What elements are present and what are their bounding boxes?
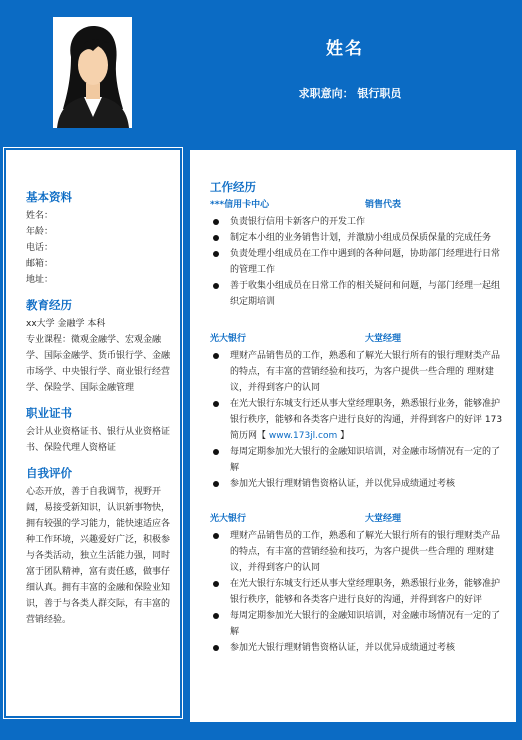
work-company: 光大银行 <box>210 514 247 524</box>
basic-item-email: 邮箱： <box>26 259 54 269</box>
self-eval-text: 心态开放，善于自我调节，视野开阔，易接受新知识，认识新事物快，拥有较强的学习能力，能快速适应各种工作环境，兴趣爱好广泛，积极参与各类活动，独立生活能力强，同时富于团队精神，富有责任感，做事仔细认真。拥有丰富的金融和保险业知识，善于与各类人群交际，有丰富的营销经验。 <box>26 487 171 625</box>
education-section <box>26 298 174 396</box>
basic-info-section <box>26 190 174 288</box>
basic-item-phone: 电话： <box>26 243 54 253</box>
section-title-work: 工作经历 <box>210 180 256 194</box>
bullet-icon <box>213 353 219 359</box>
bullet-icon <box>213 235 219 241</box>
certs-section <box>26 406 174 456</box>
work-experience-1 <box>210 198 508 310</box>
list-item: 理财产品销售员的工作，熟悉和了解光大银行所有的银行理财类产品的特点，有丰富的营销经验和技巧，为客户提供一些合理的 理财建议，并得到客户的认同 <box>210 348 508 396</box>
list-item: 制定本小组的业务销售计划，并激励小组成员保质保量的完成任务 <box>210 230 508 246</box>
list-item: 善于收集小组成员在日常工作的相关疑问和问题，与部门经理一起组织定期培训 <box>210 278 508 310</box>
avatar-icon <box>53 17 132 128</box>
work-position: 大堂经理 <box>365 334 402 344</box>
candidate-name: 姓名 <box>326 39 364 59</box>
work-bullets <box>210 348 508 492</box>
work-company: 光大银行 <box>210 334 247 344</box>
list-item: 负责处理小组成员在工作中遇到的各种问题，协助部门经理进行日常的管理工作 <box>210 246 508 278</box>
right-panel <box>188 148 518 724</box>
work-experience-2 <box>210 332 508 492</box>
bullet-icon <box>213 581 219 587</box>
self-eval-section <box>26 466 174 628</box>
website-link[interactable]: www.173jl.com <box>268 431 338 441</box>
section-title-certs: 职业证书 <box>26 406 72 420</box>
bullet-icon <box>213 449 219 455</box>
certs-text: 会计从业资格证书、银行从业资格证书、保险代理人资格证 <box>26 427 171 453</box>
basic-item-address: 地址： <box>26 275 54 285</box>
job-intention <box>270 85 430 101</box>
bullet-icon <box>213 251 219 257</box>
work-company: ***信用卡中心 <box>210 200 270 210</box>
work-experience-3 <box>210 512 508 656</box>
list-item: 理财产品销售员的工作，熟悉和了解光大银行所有的银行理财类产品的特点，有丰富的营销经验和技巧，为客户提供一些合理的 理财建议，并得到客户的认同 <box>210 528 508 576</box>
list-item: 参加光大银行理财销售资格认证，并以优异成绩通过考核 <box>210 640 508 656</box>
list-item: 每周定期参加光大银行的金融知识培训，对金融市场情况有一定的了解 <box>210 444 508 476</box>
bullet-icon <box>213 401 219 407</box>
header <box>0 0 522 146</box>
bullet-icon <box>213 533 219 539</box>
work-subhead <box>210 198 508 212</box>
list-item: 在光大银行东城支行还从事大堂经理职务，熟悉银行业务，能够准护银行秩序，能够和各类客户进行良好的沟通，并得到客户的好评 173 简历网【 www.173jl.com 】 <box>210 396 508 444</box>
section-title-basic: 基本资料 <box>26 190 72 204</box>
education-courses: 专业课程：微观金融学、宏观金融学、国际金融学、货币银行学、金融市场学、中央银行学、商业银行经营学、保险学、国际金融管理 <box>26 335 171 393</box>
work-position: 大堂经理 <box>365 514 402 524</box>
education-school: xx大学 金融学 本科 <box>26 319 106 329</box>
work-bullets <box>210 214 508 310</box>
profile-photo <box>53 17 132 128</box>
work-subhead <box>210 332 508 346</box>
section-title-education: 教育经历 <box>26 298 72 312</box>
list-item: 每周定期参加光大银行的金融知识培训，对金融市场情况有一定的了解 <box>210 608 508 640</box>
left-panel <box>4 148 182 718</box>
list-item: 参加光大银行理财销售资格认证，并以优异成绩通过考核 <box>210 476 508 492</box>
bullet-icon <box>213 613 219 619</box>
work-subhead <box>210 512 508 526</box>
bullet-icon <box>213 283 219 289</box>
list-item: 负责银行信用卡新客户的开发工作 <box>210 214 508 230</box>
basic-item-name: 姓名： <box>26 211 54 221</box>
job-intention-value: 银行职员 <box>357 87 402 100</box>
work-position: 销售代表 <box>365 200 402 210</box>
list-item: 在光大银行东城支行还从事大堂经理职务，熟悉银行业务，能够准护银行秩序，能够和各类客户进行良好的沟通，并得到客户的好评 <box>210 576 508 608</box>
bullet-icon <box>213 645 219 651</box>
section-title-self: 自我评价 <box>26 466 72 480</box>
left-content <box>26 190 174 628</box>
bullet-icon <box>213 219 219 225</box>
work-bullets <box>210 528 508 656</box>
basic-item-age: 年龄： <box>26 227 54 237</box>
job-intention-label: 求职意向： <box>298 87 354 100</box>
bullet-icon <box>213 481 219 487</box>
right-content <box>210 180 508 670</box>
